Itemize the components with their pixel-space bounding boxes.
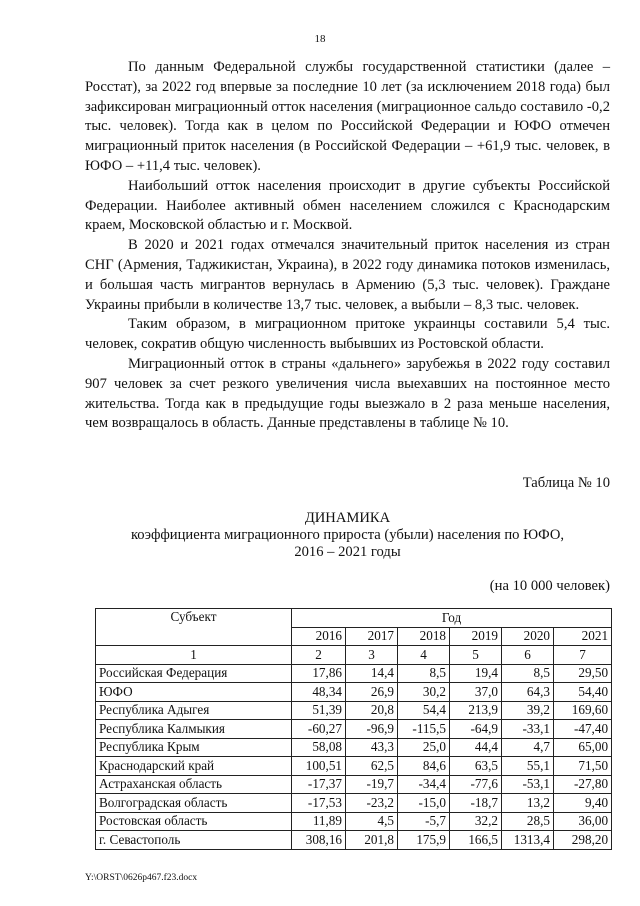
table-row xyxy=(96,683,612,702)
value-cell: 55,1 xyxy=(502,757,554,776)
value-cell: -53,1 xyxy=(502,775,554,794)
year-cell: 2021 xyxy=(554,627,612,646)
value-cell: 20,8 xyxy=(346,701,398,720)
column-number: 3 xyxy=(346,646,398,665)
value-cell: 1313,4 xyxy=(502,831,554,850)
table-row xyxy=(96,720,612,739)
migration-table xyxy=(95,608,612,850)
value-cell: 13,2 xyxy=(502,794,554,813)
value-cell: 51,39 xyxy=(292,701,346,720)
table-row xyxy=(96,757,612,776)
value-cell: 8,5 xyxy=(398,664,450,683)
table-title-line: ДИНАМИКА xyxy=(304,510,391,526)
column-number: 2 xyxy=(292,646,346,665)
value-cell: 298,20 xyxy=(554,831,612,850)
value-cell: -34,4 xyxy=(398,775,450,794)
table-row xyxy=(96,794,612,813)
table-row xyxy=(96,701,612,720)
subject-cell: г. Севастополь xyxy=(96,831,292,850)
table-row xyxy=(96,664,612,683)
value-cell: -115,5 xyxy=(398,720,450,739)
value-cell: 37,0 xyxy=(450,683,502,702)
table-row xyxy=(96,831,612,850)
value-cell: 26,9 xyxy=(346,683,398,702)
table-header-row xyxy=(96,609,612,628)
column-number: 7 xyxy=(554,646,612,665)
page-number: 18 xyxy=(314,33,326,45)
value-cell: -96,9 xyxy=(346,720,398,739)
subject-cell: Российская Федерация xyxy=(96,664,292,683)
value-cell: 63,5 xyxy=(450,757,502,776)
subject-cell: Краснодарский край xyxy=(96,757,292,776)
value-cell: 30,2 xyxy=(398,683,450,702)
value-cell: -27,80 xyxy=(554,775,612,794)
value-cell: 166,5 xyxy=(450,831,502,850)
value-cell: 65,00 xyxy=(554,738,612,757)
value-cell: 71,50 xyxy=(554,757,612,776)
table-title-line: 2016 – 2021 годы xyxy=(294,544,401,560)
value-cell: 28,5 xyxy=(502,812,554,831)
year-cell: 2016 xyxy=(292,627,346,646)
table-row xyxy=(96,775,612,794)
value-cell: 213,9 xyxy=(450,701,502,720)
paragraph: В 2020 и 2021 годах отмечался значительный приток населения из стран СНГ (Армения, Таджикистан, Украина), в 2022 году динамика потоков изменилась, и большая часть мигрантов вернулась в Армению (5,3 тыс. человек). Граждане Украины прибыли в количестве 13,7 тыс. человек, а выбыли – 8,3 тыс. человек. xyxy=(85,237,610,313)
value-cell: 308,16 xyxy=(292,831,346,850)
value-cell: 201,8 xyxy=(346,831,398,850)
paragraph: Таким образом, в миграционном притоке украинцы составили 5,4 тыс. человек, сократив общую численность выбывших из Ростовской области. xyxy=(85,316,610,353)
value-cell: 25,0 xyxy=(398,738,450,757)
subject-header: Субъект xyxy=(96,609,292,646)
value-cell: 11,89 xyxy=(292,812,346,831)
value-cell: 36,00 xyxy=(554,812,612,831)
subject-cell: Республика Калмыкия xyxy=(96,720,292,739)
value-cell: -15,0 xyxy=(398,794,450,813)
subject-cell: Ростовская область xyxy=(96,812,292,831)
value-cell: 32,2 xyxy=(450,812,502,831)
value-cell: 84,6 xyxy=(398,757,450,776)
value-cell: -17,37 xyxy=(292,775,346,794)
subject-cell: Республика Крым xyxy=(96,738,292,757)
value-cell: 64,3 xyxy=(502,683,554,702)
paragraph: Наибольший отток населения происходит в другие субъекты Российской Федерации. Наиболее активный обмен населением сложился с Краснодарским краем, Московской областью и г. Москвой. xyxy=(85,177,610,234)
subject-cell: Волгоградская область xyxy=(96,794,292,813)
value-cell: 54,40 xyxy=(554,683,612,702)
table-row xyxy=(96,812,612,831)
year-cell: 2020 xyxy=(502,627,554,646)
value-cell: 58,08 xyxy=(292,738,346,757)
value-cell: -17,53 xyxy=(292,794,346,813)
column-number: 6 xyxy=(502,646,554,665)
table-title-line: коэффициента миграционного прироста (убыли) населения по ЮФО, xyxy=(130,527,565,543)
year-cell: 2017 xyxy=(346,627,398,646)
value-cell: 39,2 xyxy=(502,701,554,720)
year-cell: 2018 xyxy=(398,627,450,646)
body-text xyxy=(85,58,610,434)
table-label: Таблица № 10 xyxy=(522,475,610,491)
table-body xyxy=(96,664,612,849)
table-column-numbers-row xyxy=(96,646,612,665)
paragraph: По данным Федеральной службы государственной статистики (далее – Росстат), за 2022 год впервые за последние 10 лет (за исключением 2018 года) был зафиксирован миграционный отток населения (миграционное сальдо составило -0,2 тыс. человек). Тогда как в целом по Российской Федерации и ЮФО отмечен миграционный приток населения (в Российской Федерации – +61,9 тыс. человек, в ЮФО – +11,4 тыс. человек). xyxy=(85,59,610,174)
year-header: Год xyxy=(292,609,612,628)
value-cell: 44,4 xyxy=(450,738,502,757)
value-cell: 8,5 xyxy=(502,664,554,683)
value-cell: -47,40 xyxy=(554,720,612,739)
value-cell: 100,51 xyxy=(292,757,346,776)
table-row xyxy=(96,738,612,757)
value-cell: 14,4 xyxy=(346,664,398,683)
subject-cell: Республика Адыгея xyxy=(96,701,292,720)
table-title xyxy=(85,510,610,561)
value-cell: 4,5 xyxy=(346,812,398,831)
value-cell: 9,40 xyxy=(554,794,612,813)
value-cell: 169,60 xyxy=(554,701,612,720)
value-cell: 43,3 xyxy=(346,738,398,757)
table-units: (на 10 000 человек) xyxy=(489,578,610,594)
year-cell: 2019 xyxy=(450,627,502,646)
value-cell: 17,86 xyxy=(292,664,346,683)
column-number: 1 xyxy=(96,646,292,665)
value-cell: 54,4 xyxy=(398,701,450,720)
value-cell: 48,34 xyxy=(292,683,346,702)
value-cell: 19,4 xyxy=(450,664,502,683)
value-cell: -23,2 xyxy=(346,794,398,813)
value-cell: -77,6 xyxy=(450,775,502,794)
column-number: 5 xyxy=(450,646,502,665)
value-cell: -18,7 xyxy=(450,794,502,813)
value-cell: -19,7 xyxy=(346,775,398,794)
value-cell: -60,27 xyxy=(292,720,346,739)
value-cell: 175,9 xyxy=(398,831,450,850)
subject-cell: Астраханская область xyxy=(96,775,292,794)
value-cell: -64,9 xyxy=(450,720,502,739)
footer-file-path: Y:\ORST\0626p467.f23.docx xyxy=(85,873,198,883)
value-cell: 29,50 xyxy=(554,664,612,683)
value-cell: 4,7 xyxy=(502,738,554,757)
paragraph: Миграционный отток в страны «дальнего» зарубежья в 2022 году составил 907 человек за счет резкого увеличения числа выехавших на постоянное место жительства. Тогда как в предыдущие годы выезжало в 2 раза меньше населения, чем возвращалось в область. Данные представлены в таблице № 10. xyxy=(85,355,610,432)
column-number: 4 xyxy=(398,646,450,665)
subject-cell: ЮФО xyxy=(96,683,292,702)
value-cell: 62,5 xyxy=(346,757,398,776)
value-cell: -5,7 xyxy=(398,812,450,831)
value-cell: -33,1 xyxy=(502,720,554,739)
